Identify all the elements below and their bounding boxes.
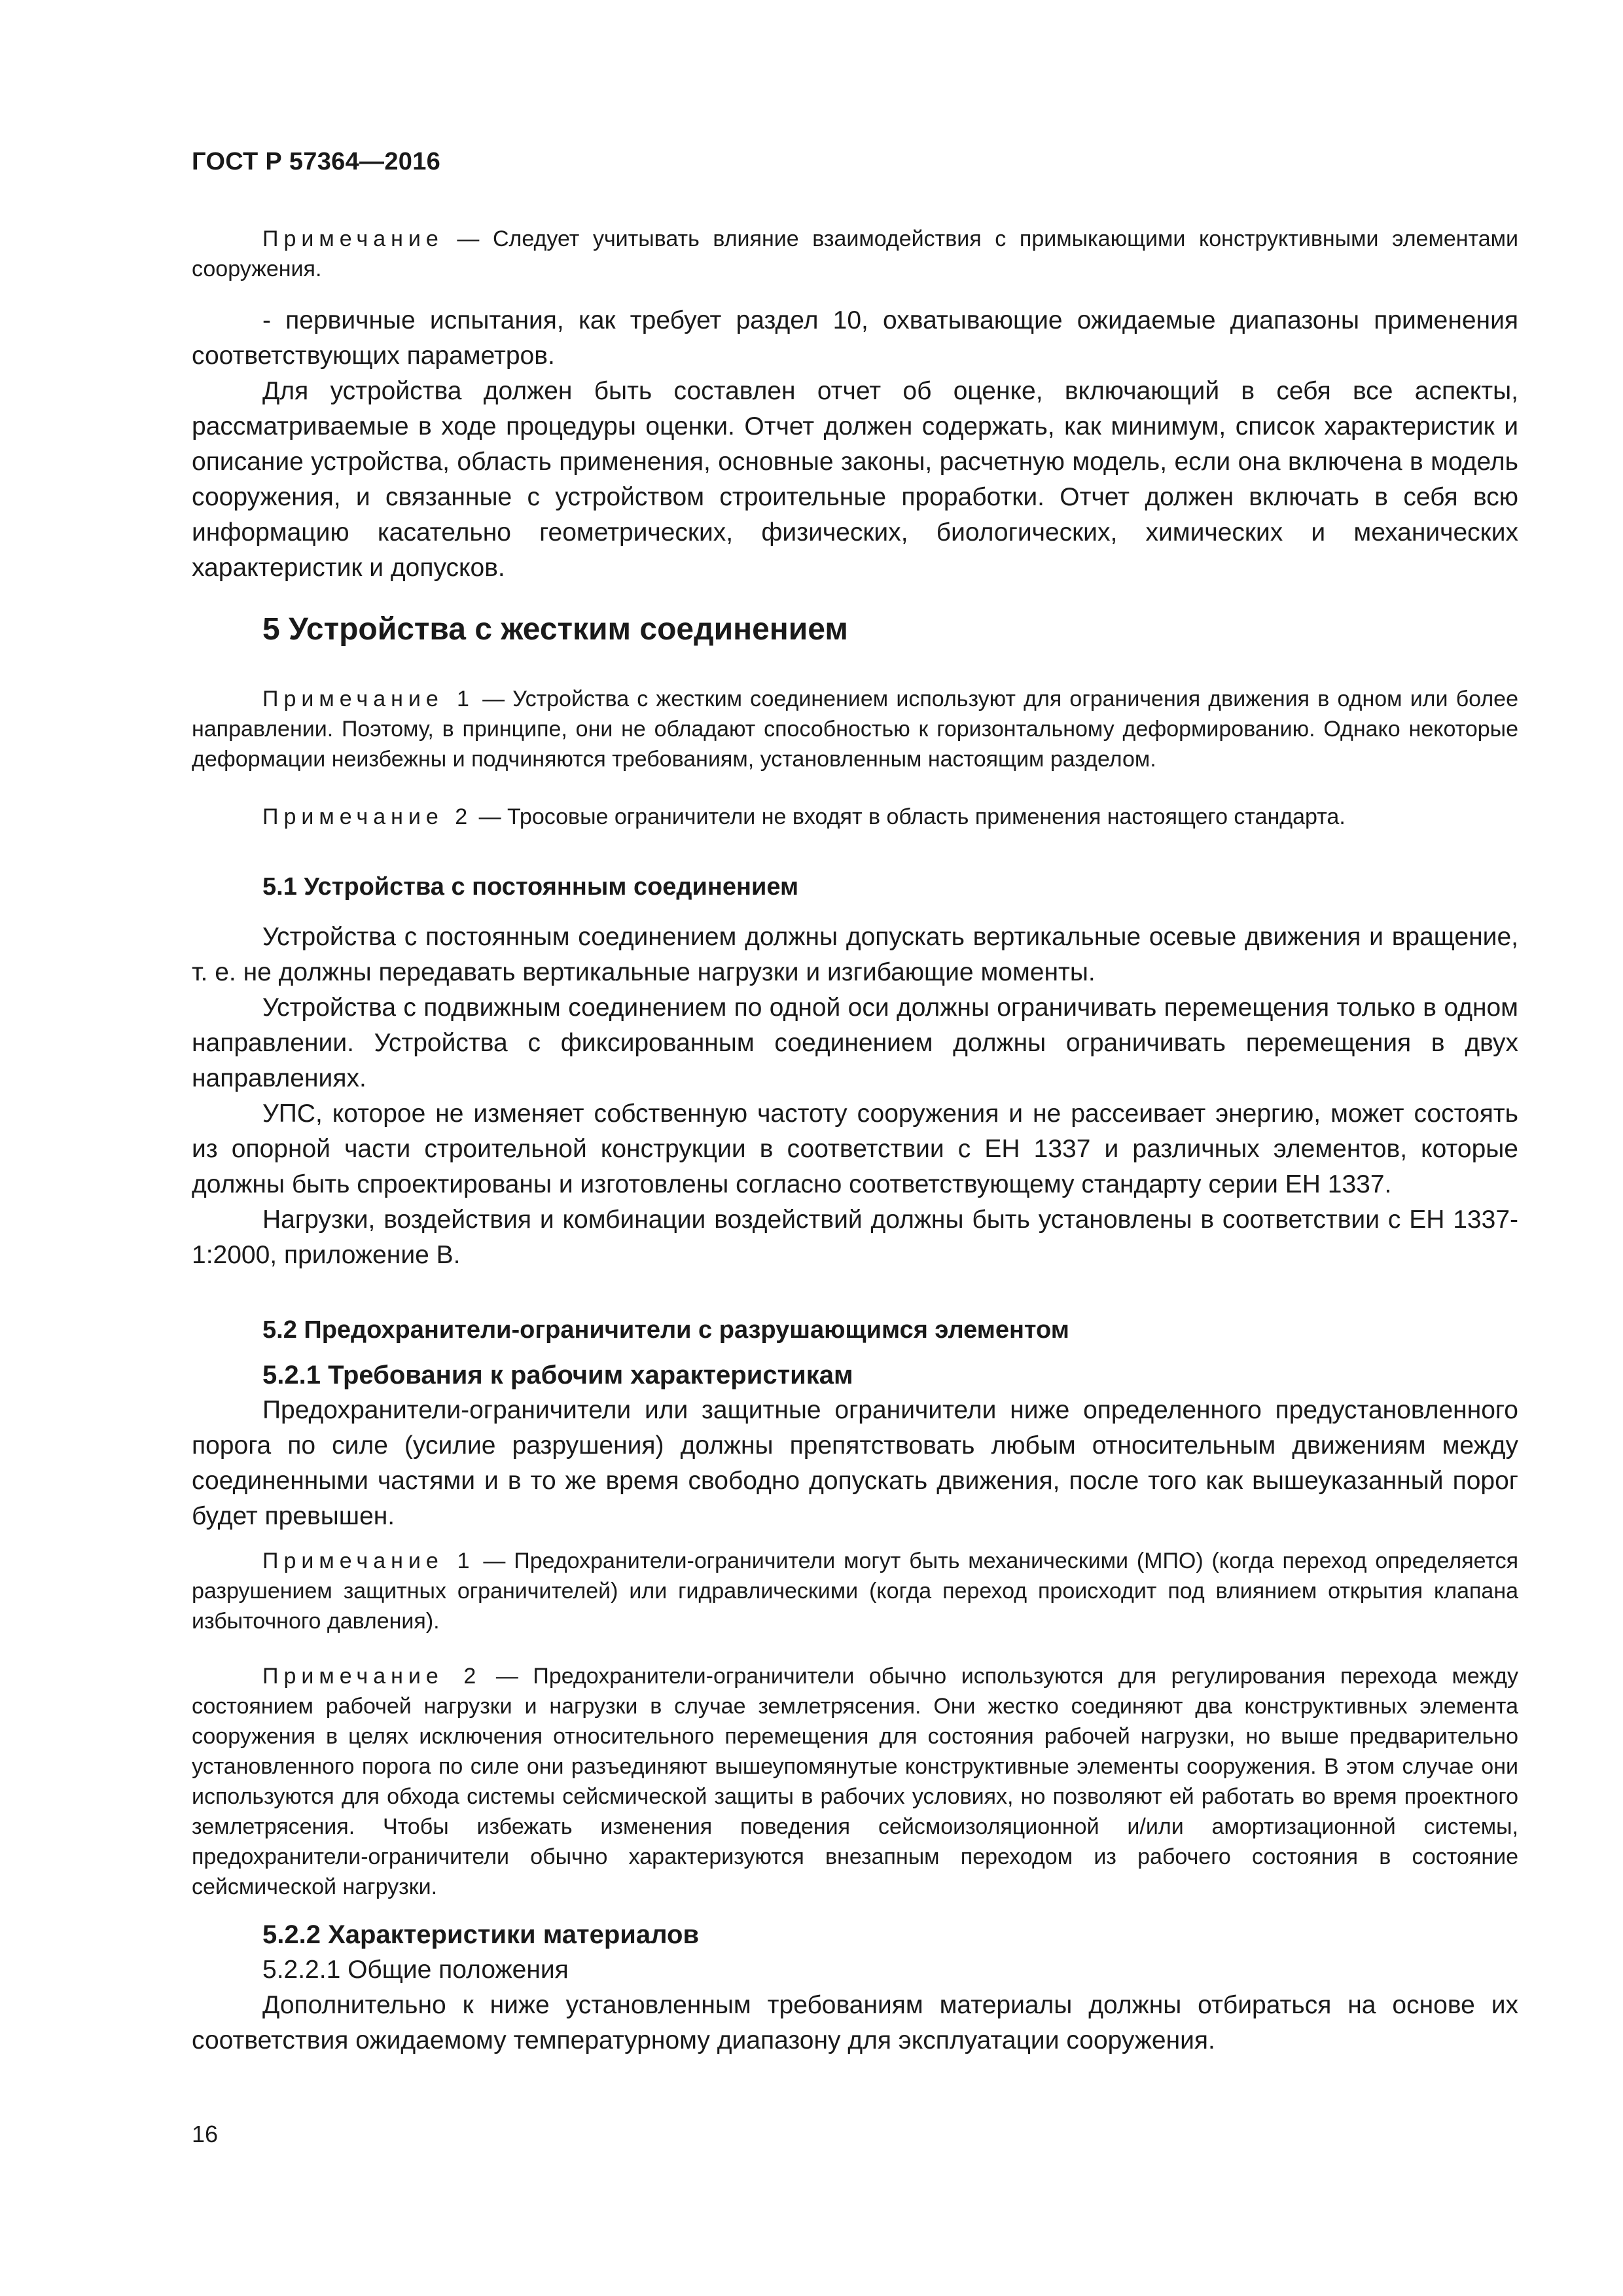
paragraph-text: Для устройства должен быть составлен отчет об оценке, включающий в себя все аспекты, рассматриваемые в ходе процедуры оценки. Отчет должен содержать, как минимум, список характеристик и описание устройства, область применения, основные законы, расчетную модель, если она включена в модель сооружения, и связанные с устройством строительные проработки. Отчет должен включать в себя всю информацию касательно геометрических, физических, биологических, химических и механических характеристик и допусков. bbox=[192, 377, 1518, 582]
section-5-2-heading bbox=[192, 1312, 1518, 1348]
note-text: — Следует учитывать влияние взаимодействия с примыкающими конструктивными элементами сооружения. bbox=[192, 226, 1518, 281]
note-text: — Устройства с жестким соединением используют для ограничения движения в одном или более направлении. Поэтому, в принципе, они не обладают способностью к горизонтальному деформированию. Однако некоторые деформации неизбежны и подчиняются требованиям, установленным настоящим разделом. bbox=[192, 687, 1518, 772]
section-5-2-1-body bbox=[192, 1393, 1518, 1534]
paragraph-report bbox=[192, 374, 1518, 586]
section-5-2-note-1 bbox=[192, 1546, 1518, 1636]
section-5-note-2 bbox=[192, 802, 1518, 832]
document-id: ГОСТ Р 57364—2016 bbox=[192, 148, 441, 175]
subsection-title: 5.2 Предохранители-ограничители с разрушающимся элементом bbox=[262, 1316, 1069, 1344]
note-text: — Предохранители-ограничители могут быть механическими (МПО) (когда переход определяется разрушением защитных ограничителей) или гидравлическими (когда переход происходит под влиянием открытия клапана избыточного давления). bbox=[192, 1549, 1518, 1634]
note-label: Примечание 1 bbox=[262, 1549, 475, 1573]
section-5-2-2-heading bbox=[192, 1917, 1518, 1952]
page-number: 16 bbox=[192, 2121, 219, 2147]
paragraph-text: Предохранители-ограничители или защитные ограничители ниже определенного предустановленного порога по силе (усилие разрушения) должны препятствовать любым относительным движениям между соединенными частями и в то же время свободно допускать движения, после того как вышеуказанный порог будет превышен. bbox=[192, 1396, 1518, 1530]
section-5-2-1-heading bbox=[192, 1357, 1518, 1393]
section-5-2-2-1-heading bbox=[192, 1952, 1518, 1988]
subsection-title: 5.2.1 Требования к рабочим характеристикам bbox=[262, 1361, 853, 1390]
note-label: Примечание 2 bbox=[262, 1664, 482, 1689]
section-5-2-2-1-body bbox=[192, 1988, 1518, 2058]
subsection-title: 5.2.2 Характеристики материалов bbox=[262, 1920, 700, 1949]
note-text: — Предохранители-ограничители обычно используются для регулирования перехода между состоянием рабочей нагрузки и нагрузки в случае землетрясения. Они жестко соединяют два конструктивных элемента сооружения в целях исключения относительного перемещения для состояния рабочей нагрузки, но выше предварительно установленного порога по силе они разъединяют вышеупомянутые конструктивные элементы сооружения. В этом случае они используются для обхода системы сейсмической защиты в рабочих условиях, но позволяют ей работать во время проектного землетрясения. Чтобы избежать изменения поведения сейсмоизоляционной и/или амортизационной системы, предохранители-ограничители обычно характеризуются внезапным переходом из рабочего состояния в состояние сейсмической нагрузки. bbox=[192, 1664, 1518, 1899]
note-label: Примечание 2 bbox=[262, 804, 473, 829]
paragraph-text: Устройства с постоянным соединением должны допускать вертикальные осевые движения и вращение, т. е. не должны передавать вертикальные нагрузки и изгибающие моменты. bbox=[192, 923, 1518, 986]
note-text: — Тросовые ограничители не входят в область применения настоящего стандарта. bbox=[473, 804, 1346, 829]
subsection-title: 5.1 Устройства с постоянным соединением bbox=[262, 873, 799, 901]
paragraph-text: Устройства с подвижным соединением по одной оси должны ограничивать перемещения только в одном направлении. Устройства с фиксированным соединением должны ограничивать перемещения в двух направлениях. bbox=[192, 994, 1518, 1092]
paragraph-primary-tests bbox=[192, 303, 1518, 374]
paragraph-text: Дополнительно к ниже установленным требованиям материалы должны отбираться на основе их соответствия ожидаемому температурному диапазону для эксплуатации сооружения. bbox=[192, 1991, 1518, 2054]
section-5-1-heading bbox=[192, 869, 1518, 905]
note-top bbox=[192, 224, 1518, 284]
clause-title: 5.2.2.1 Общие положения bbox=[262, 1956, 569, 1984]
section-5-1-body bbox=[192, 920, 1518, 1273]
section-title: 5 Устройства с жестким соединением bbox=[262, 612, 848, 647]
note-label: Примечание 1 bbox=[262, 687, 474, 711]
paragraph-text: Нагрузки, воздействия и комбинации воздействий должны быть установлены в соответствии с ЕН 1337-1:2000, приложение В. bbox=[192, 1206, 1518, 1269]
paragraph-text: УПС, которое не изменяет собственную частоту сооружения и не рассеивает энергию, может состоять из опорной части строительной конструкции в соответствии с ЕН 1337 и различных элементов, которые должны быть спроектированы и изготовлены согласно соответствующему стандарту серии ЕН 1337. bbox=[192, 1100, 1518, 1198]
section-5-heading bbox=[192, 610, 1518, 649]
note-label: Примечание bbox=[262, 226, 444, 251]
section-5-2-note-2 bbox=[192, 1661, 1518, 1902]
section-5-note-1 bbox=[192, 684, 1518, 774]
paragraph-text: - первичные испытания, как требует раздел 10, охватывающие ожидаемые диапазоны применения соответствующих параметров. bbox=[192, 306, 1518, 370]
